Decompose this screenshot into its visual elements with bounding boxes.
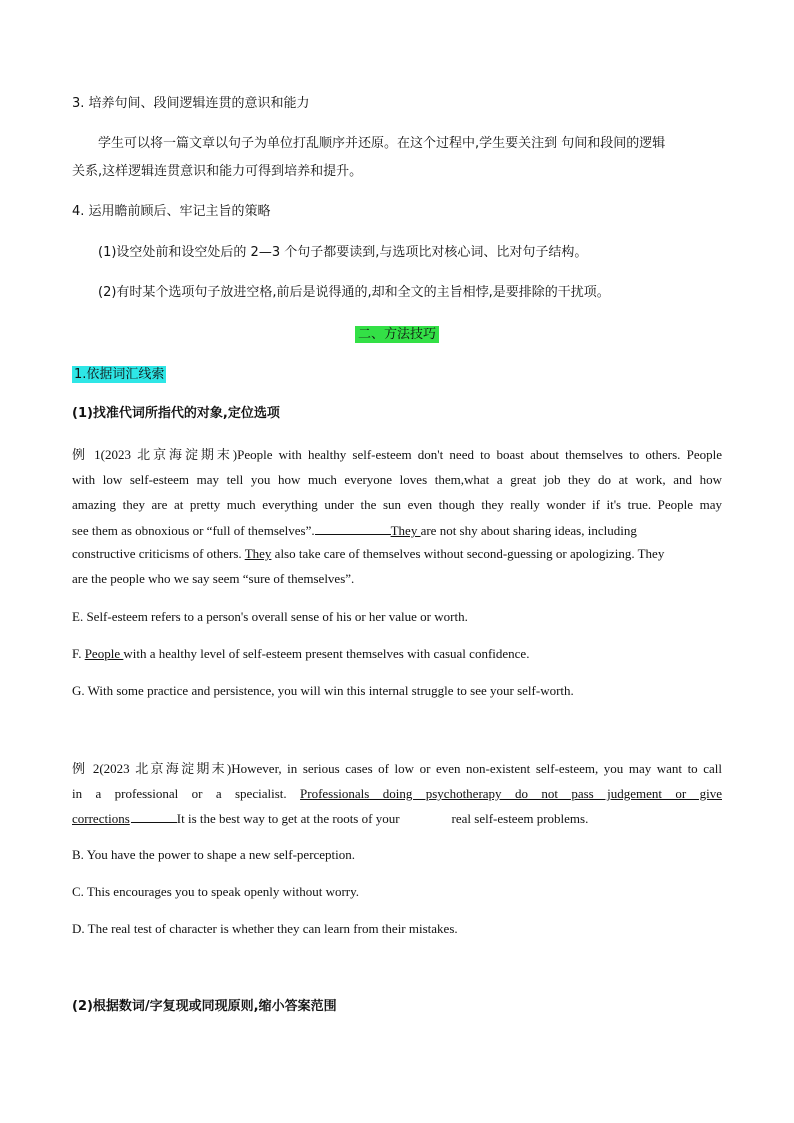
- section-3-paragraph-line-1: 学生可以将一篇文章以句子为单位打乱顺序并还原。在这个过程中,学生要关注到 句间和段间的逻辑: [98, 136, 666, 151]
- section-heading: 二、方法技巧: [355, 326, 439, 343]
- option-c: C. This encourages you to speak openly without worry.: [72, 884, 360, 899]
- section-4-title: 4. 运用瞻前顾后、牢记主旨的策略: [72, 204, 271, 219]
- section-3-title: 3. 培养句间、段间逻辑连贯的意识和能力: [72, 96, 310, 111]
- point-1-heading: (1)找准代词所指代的对象,定位选项: [72, 406, 280, 421]
- example-1-line-5: [72, 546, 664, 562]
- example-1-line-5-start: constructive criticisms of others.: [72, 546, 245, 561]
- example-2-line-2: [72, 786, 722, 802]
- example-1-line-4-start: see them as obnoxious or “full of themselves”.: [72, 523, 315, 538]
- option-e: E. Self-esteem refers to a person's overall sense of his or her value or worth.: [72, 609, 468, 624]
- option-d: D. The real test of character is whether they can learn from their mistakes.: [72, 921, 458, 936]
- sub-heading-wrap: [72, 366, 166, 383]
- example-1-line-6: are the people who we say seem “sure of themselves”.: [72, 571, 355, 586]
- section-3-paragraph-line-2: 关系,这样逻辑连贯意识和能力可得到培养和提升。: [72, 164, 363, 179]
- point-2-heading: (2)根据数词/字复现或同现原则,缩小答案范围: [72, 999, 337, 1014]
- example-1-line-1: 例 1(2023 北京海淀期末)People with healthy self-esteem don't need to boast about themselves to others. People: [72, 447, 722, 462]
- answer-blank-1[interactable]: [315, 522, 391, 535]
- section-4-item-2: (2)有时某个选项句子放进空格,前后是说得通的,却和全文的主旨相悖,是要排除的干扰项。: [98, 285, 610, 300]
- underlined-corrections: corrections: [72, 811, 130, 826]
- option-b: B. You have the power to shape a new self-perception.: [72, 847, 356, 862]
- example-1-line-4-end: are not shy about sharing ideas, including: [420, 523, 637, 538]
- underlined-they-2: They: [244, 546, 272, 561]
- sub-heading: 1.依据词汇线索: [74, 367, 165, 382]
- section-heading-wrap: [72, 326, 722, 343]
- option-f-text: with a healthy level of self-esteem present themselves with casual confidence.: [123, 646, 530, 661]
- option-g: G. With some practice and persistence, you will win this internal struggle to see your self-worth.: [72, 683, 574, 698]
- example-2-line-3-end: real self-esteem problems.: [451, 811, 589, 826]
- example-1-line-4: [72, 522, 722, 539]
- underlined-they-1: They: [390, 523, 421, 538]
- option-f: [72, 646, 529, 662]
- example-1-line-3: amazing they are at pretty much everything under the sun even though they really wonder if it's true. People may: [72, 497, 722, 512]
- underlined-professionals: Professionals doing psychotherapy do not pass judgement or give: [300, 786, 722, 801]
- example-2-line-1: 例 2(2023 北京海淀期末)However, in serious cases of low or even non-existent self-esteem, you may want to call: [72, 761, 722, 776]
- option-f-letter: F.: [72, 646, 85, 661]
- example-1-line-2: with low self-esteem may tell you how much everyone loves them,what a great job they do at work, and how: [72, 472, 722, 487]
- example-2-line-3-middle: It is the best way to get at the roots of your: [176, 811, 400, 826]
- section-4-item-1: (1)设空处前和设空处后的 2—3 个句子都要读到,与选项比对核心词、比对句子结构。: [98, 245, 588, 260]
- answer-blank-2[interactable]: [131, 810, 177, 823]
- example-2-line-2-start: in a professional or a specialist.: [72, 786, 301, 801]
- example-2-line-3: [72, 810, 588, 827]
- underlined-people: People: [84, 646, 124, 661]
- example-1-line-5-end: also take care of themselves without second-guessing or apologizing. They: [271, 546, 665, 561]
